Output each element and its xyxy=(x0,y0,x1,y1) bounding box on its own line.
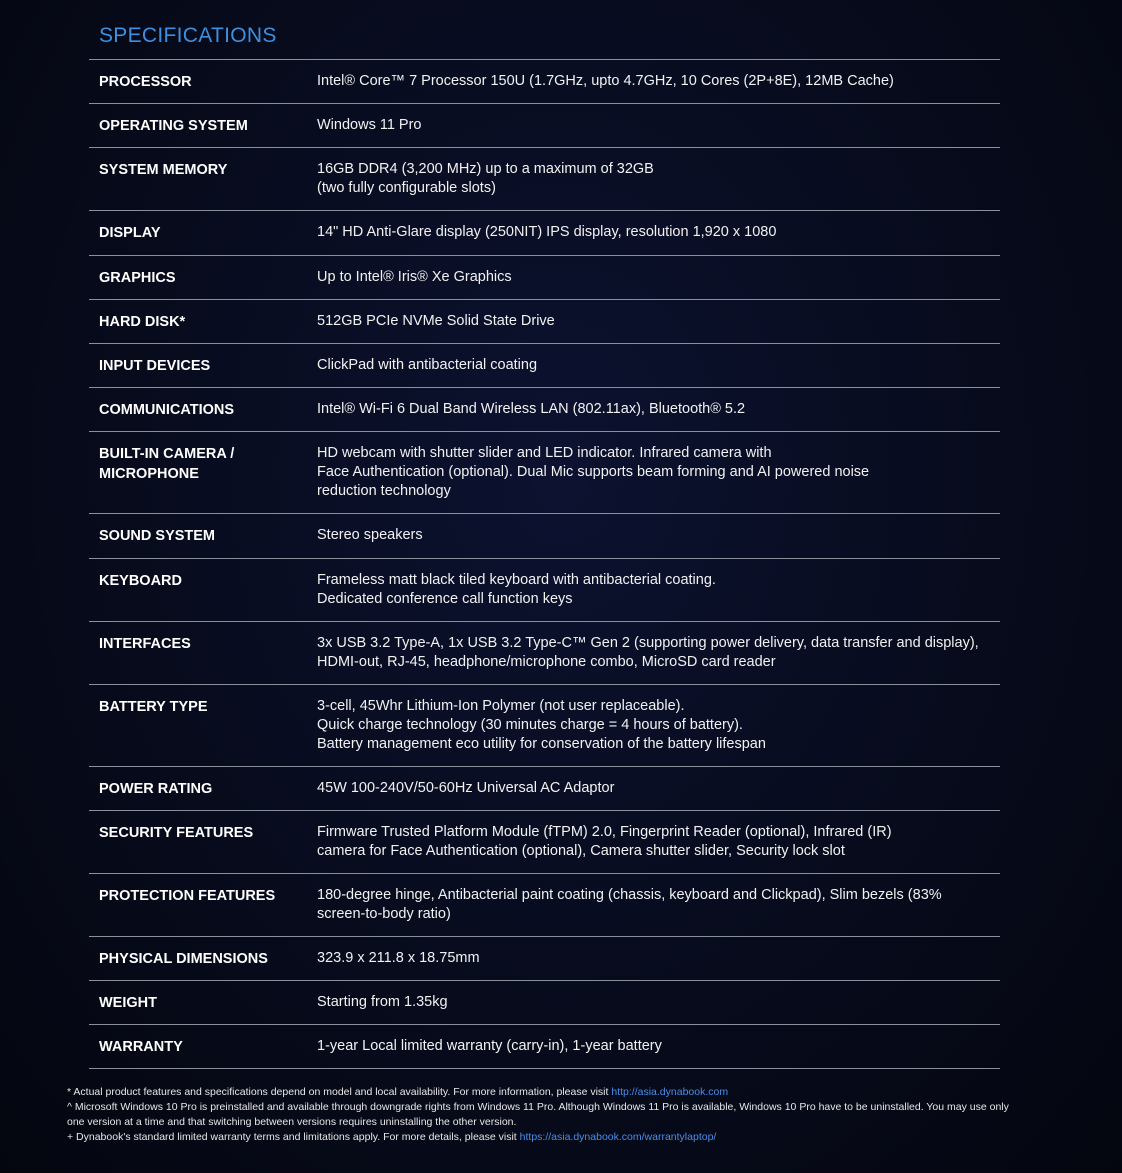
page-title: SPECIFICATIONS xyxy=(99,24,277,47)
footnote-availability xyxy=(67,1085,1017,1100)
spec-label: POWER RATING xyxy=(99,781,213,797)
spec-label: INTERFACES xyxy=(99,636,191,652)
spec-value: Starting from 1.35kg xyxy=(317,994,448,1010)
spec-label: OPERATING SYSTEM xyxy=(99,118,248,134)
spec-value: HD webcam with shutter slider and LED indicator. Infrared camera with Face Authentication (optional). Dual Mic supports beam forming and AI powered noise reduction technology xyxy=(317,445,870,499)
spec-label: BATTERY TYPE xyxy=(99,699,208,715)
spec-value: Frameless matt black tiled keyboard with antibacterial coating. Dedicated conference call function keys xyxy=(317,572,716,607)
spec-label: COMMUNICATIONS xyxy=(99,402,235,418)
spec-label: GRAPHICS xyxy=(99,270,176,286)
spec-label: SOUND SYSTEM xyxy=(99,528,216,544)
spec-value: 3x USB 3.2 Type-A, 1x USB 3.2 Type-C™ Gen 2 (supporting power delivery, data transfer and display), HDMI-out, RJ-45, headphone/microphone combo, MicroSD card reader xyxy=(317,635,979,670)
spec-row-interfaces xyxy=(89,622,1000,685)
spec-value: 16GB DDR4 (3,200 MHz) up to a maximum of 32GB (two fully configurable slots) xyxy=(317,161,654,196)
spec-row-graphics xyxy=(89,256,1000,300)
spec-row-security-features xyxy=(89,811,1000,874)
spec-row-keyboard xyxy=(89,559,1000,622)
warranty-link[interactable]: https://asia.dynabook.com/warrantylaptop/ xyxy=(519,1131,717,1143)
spec-row-display xyxy=(89,211,1000,256)
spec-row-sound-system xyxy=(89,514,1000,559)
spec-value: Firmware Trusted Platform Module (fTPM) 2.0, Fingerprint Reader (optional), Infrared (IR) camera for Face Authentication (optional), Camera shutter slider, Security lock slot xyxy=(317,824,892,859)
spec-row-warranty xyxy=(89,1025,1000,1069)
spec-row-system-memory xyxy=(89,148,1000,211)
spec-table xyxy=(89,59,1000,1069)
footnotes xyxy=(67,1085,1017,1145)
spec-label: SYSTEM MEMORY xyxy=(99,162,228,178)
spec-value: 323.9 x 211.8 x 18.75mm xyxy=(317,950,480,966)
footnote-text: + Dynabook's standard limited warranty terms and limitations apply. For more details, please visit xyxy=(67,1131,520,1143)
spec-label: HARD DISK* xyxy=(99,314,186,330)
spec-label: INPUT DEVICES xyxy=(99,358,211,374)
spec-value: 14" HD Anti-Glare display (250NIT) IPS display, resolution 1,920 x 1080 xyxy=(317,224,777,240)
spec-row-battery-type xyxy=(89,685,1000,767)
spec-value: 3-cell, 45Whr Lithium-Ion Polymer (not user replaceable). Quick charge technology (30 minutes charge = 4 hours of battery). Battery management eco utility for conservation of the battery lifespan xyxy=(317,698,766,752)
spec-value: 45W 100-240V/50-60Hz Universal AC Adaptor xyxy=(317,780,615,796)
spec-row-hard-disk xyxy=(89,300,1000,344)
spec-value: 512GB PCIe NVMe Solid State Drive xyxy=(317,313,555,329)
spec-label: WEIGHT xyxy=(99,995,157,1011)
spec-label: PHYSICAL DIMENSIONS xyxy=(99,951,268,967)
footnote-text: * Actual product features and specifications depend on model and local availability. For more information, please visit xyxy=(67,1086,612,1098)
spec-label: DISPLAY xyxy=(99,225,161,241)
spec-row-physical-dimensions xyxy=(89,937,1000,981)
dynabook-link[interactable]: http://asia.dynabook.com xyxy=(611,1086,729,1098)
spec-label: PROCESSOR xyxy=(99,74,192,90)
spec-row-protection-features xyxy=(89,874,1000,937)
spec-row-communications xyxy=(89,388,1000,432)
spec-value: Intel® Core™ 7 Processor 150U (1.7GHz, upto 4.7GHz, 10 Cores (2P+8E), 12MB Cache) xyxy=(317,73,894,89)
spec-row-processor xyxy=(89,60,1000,104)
footnote-windows-downgrade: ^ Microsoft Windows 10 Pro is preinstalled and available through downgrade rights from Windows 11 Pro. Although Windows 11 Pro is available, Windows 10 Pro have to be uninstalled. You may use only one version at a time and that switching between versions requires uninstalling the other version. xyxy=(67,1101,1009,1128)
spec-value: 180-degree hinge, Antibacterial paint coating (chassis, keyboard and Clickpad), Slim bezels (83% screen-to-body ratio) xyxy=(317,887,942,922)
spec-value: Windows 11 Pro xyxy=(317,117,422,133)
spec-value: Intel® Wi-Fi 6 Dual Band Wireless LAN (802.11ax), Bluetooth® 5.2 xyxy=(317,401,746,417)
spec-label: BUILT-IN CAMERA / MICROPHONE xyxy=(99,446,235,482)
footnote-warranty xyxy=(67,1130,1017,1145)
spec-row-power-rating xyxy=(89,767,1000,811)
spec-row-camera-microphone xyxy=(89,432,1000,514)
spec-value: Stereo speakers xyxy=(317,527,423,543)
spec-label: WARRANTY xyxy=(99,1039,183,1055)
spec-row-input-devices xyxy=(89,344,1000,388)
spec-row-operating-system xyxy=(89,104,1000,148)
spec-value: 1-year Local limited warranty (carry-in), 1-year battery xyxy=(317,1038,662,1054)
spec-label: KEYBOARD xyxy=(99,573,182,589)
spec-row-weight xyxy=(89,981,1000,1025)
spec-label: PROTECTION FEATURES xyxy=(99,888,276,904)
spec-value: Up to Intel® Iris® Xe Graphics xyxy=(317,269,512,285)
spec-value: ClickPad with antibacterial coating xyxy=(317,357,538,373)
spec-label: SECURITY FEATURES xyxy=(99,825,254,841)
